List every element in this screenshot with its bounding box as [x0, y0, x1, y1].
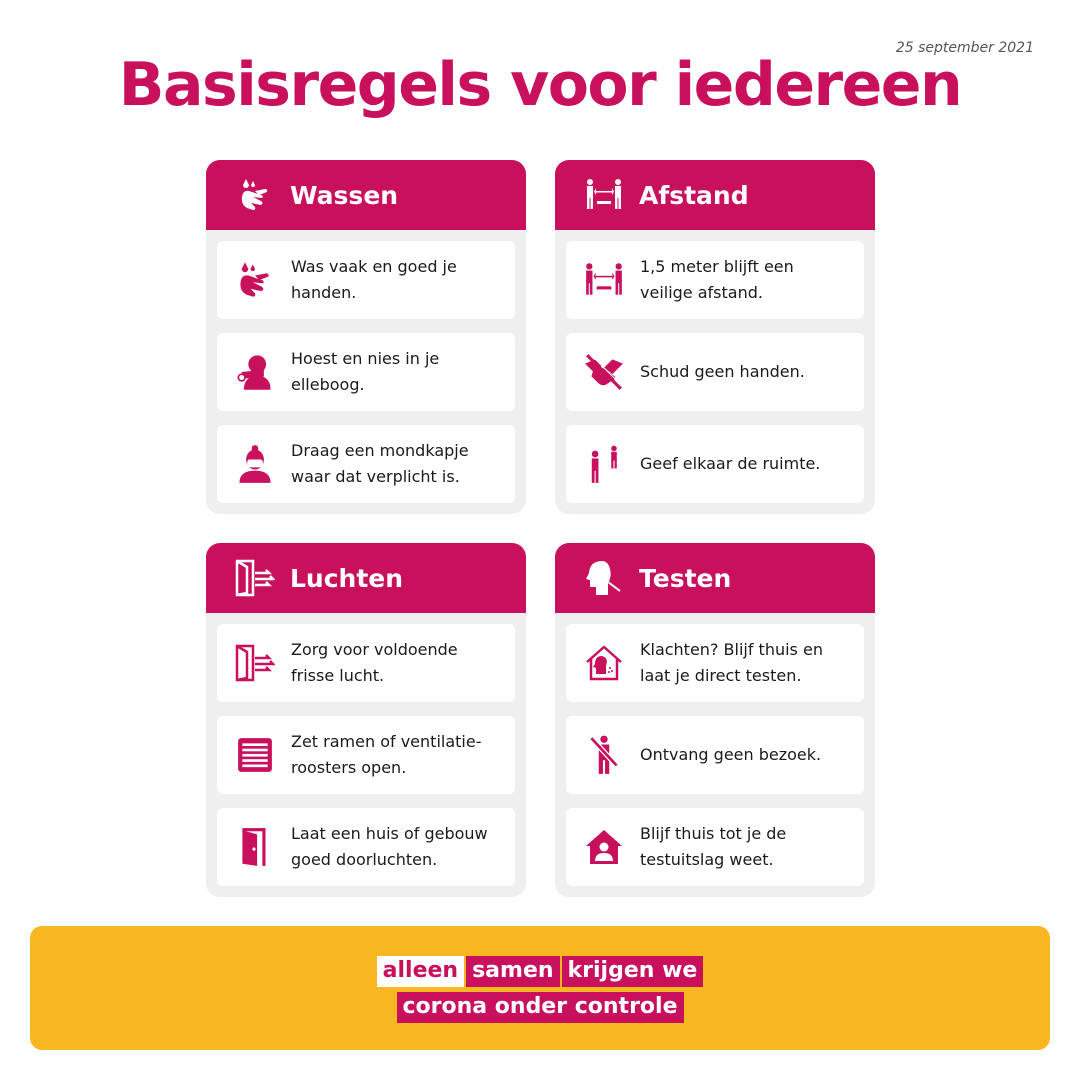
sneeze-elbow-icon	[231, 348, 279, 396]
item-text: Schud geen handen.	[640, 362, 805, 381]
distance-icon	[580, 256, 628, 304]
item-text: Hoest en nies in je elleboog.	[291, 349, 440, 394]
no-handshake-icon	[580, 348, 628, 396]
card-header	[555, 543, 875, 613]
list-item	[217, 808, 515, 886]
distance-icon	[583, 175, 625, 215]
slogan-line-2	[30, 992, 1050, 1023]
item-text: Geef elkaar de ruimte.	[640, 454, 821, 473]
item-text: Zorg voor voldoende frisse lucht.	[291, 640, 458, 685]
item-text: 1,5 meter blijft een veilige afstand.	[640, 257, 794, 302]
item-text: Klachten? Blijf thuis en laat je direct testen.	[640, 640, 823, 685]
test-swab-icon	[583, 558, 625, 598]
list-item	[217, 624, 515, 702]
list-item	[566, 808, 864, 886]
card-title: Wassen	[290, 180, 399, 210]
item-text: Laat een huis of gebouw goed doorluchten.	[291, 824, 488, 869]
give-space-icon	[580, 440, 628, 488]
item-text: Draag een mondkapje waar dat verplicht is.	[291, 441, 469, 486]
card-title: Testen	[639, 563, 732, 593]
list-item	[566, 333, 864, 411]
slogan-line-1	[30, 956, 1050, 987]
card-luchten	[206, 543, 526, 897]
slogan-word: alleen	[377, 956, 464, 987]
list-item	[566, 716, 864, 794]
vent-grille-icon	[231, 731, 279, 779]
list-item	[566, 624, 864, 702]
item-text: Blijf thuis tot je de testuitslag weet.	[640, 824, 787, 869]
ventilate-window-icon	[234, 558, 276, 598]
footer-banner	[30, 926, 1050, 1050]
item-text: Ontvang geen bezoek.	[640, 745, 822, 764]
list-item	[566, 241, 864, 319]
card-afstand	[555, 160, 875, 514]
card-wassen	[206, 160, 526, 514]
card-header	[206, 543, 526, 613]
card-title: Luchten	[290, 563, 404, 593]
hand-wash-icon	[231, 256, 279, 304]
list-item	[217, 425, 515, 503]
slogan-word: corona onder controle	[397, 992, 684, 1023]
list-item	[217, 716, 515, 794]
slogan-word: samen	[466, 956, 559, 987]
ventilate-window-icon	[231, 639, 279, 687]
list-item	[217, 333, 515, 411]
list-item	[217, 241, 515, 319]
date: 25 september 2021	[895, 40, 1034, 56]
house-symptoms-icon	[580, 639, 628, 687]
face-mask-icon	[231, 440, 279, 488]
item-text: Zet ramen of ventilatie-roosters open.	[291, 732, 482, 777]
stay-home-icon	[580, 823, 628, 871]
slogan-word: krijgen we	[562, 956, 704, 987]
open-door-icon	[231, 823, 279, 871]
page-title: Basisregels voor iedereen	[118, 50, 962, 120]
hand-wash-icon	[234, 175, 276, 215]
card-header	[555, 160, 875, 230]
card-testen	[555, 543, 875, 897]
no-visitors-icon	[580, 731, 628, 779]
item-text: Was vaak en goed je handen.	[291, 257, 457, 302]
card-title: Afstand	[639, 180, 749, 210]
card-header	[206, 160, 526, 230]
list-item	[566, 425, 864, 503]
